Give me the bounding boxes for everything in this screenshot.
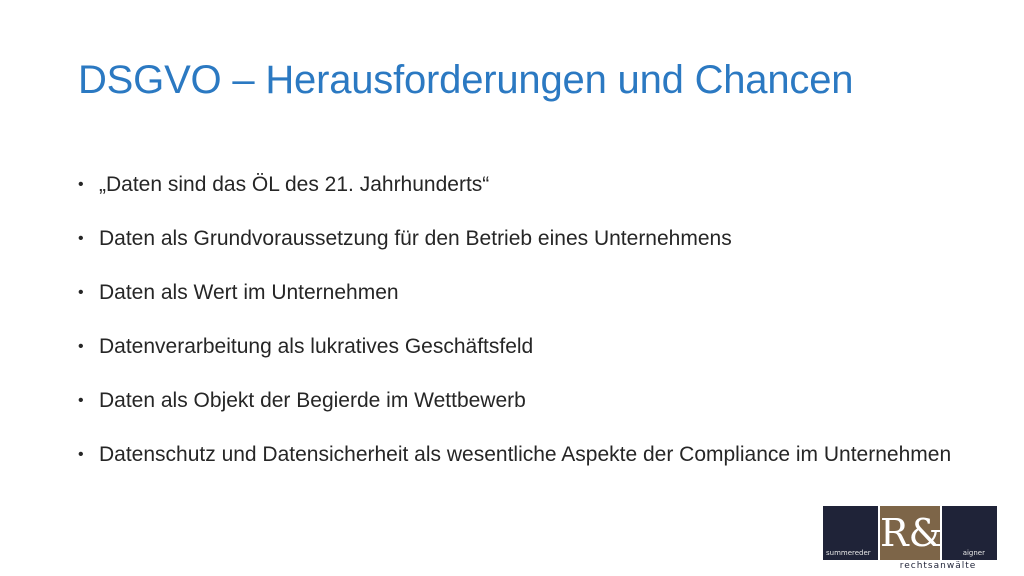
logo-left-label: summereder xyxy=(826,549,871,557)
bullet-icon: • xyxy=(78,392,84,409)
list-item xyxy=(78,222,958,255)
list-item xyxy=(78,384,958,417)
firm-logo xyxy=(823,506,997,572)
bullet-icon: • xyxy=(78,446,84,463)
bullet-text: Daten als Objekt der Begierde im Wettbewerb xyxy=(99,389,526,412)
list-item xyxy=(78,438,958,471)
logo-monogram: R& xyxy=(880,511,943,555)
bullet-text: Datenverarbeitung als lukratives Geschäftsfeld xyxy=(99,335,534,358)
bullet-text: Daten als Grundvoraussetzung für den Betrieb eines Unternehmens xyxy=(99,227,732,250)
bullet-text: Daten als Wert im Unternehmen xyxy=(99,281,399,304)
bullet-icon: • xyxy=(78,284,84,301)
bullet-text: Datenschutz und Datensicherheit als wesentliche Aspekte der Compliance im Unternehmen xyxy=(99,443,952,466)
logo-monogram-block xyxy=(880,506,943,560)
slide-title: DSGVO – Herausforderungen und Chancen xyxy=(78,58,854,102)
bullet-text: „Daten sind das ÖL des 21. Jahrhunderts“ xyxy=(99,173,490,196)
logo-right-block xyxy=(942,506,997,560)
logo-left-block xyxy=(823,506,878,560)
bullet-icon: • xyxy=(78,230,84,247)
logo-right-label: aigner xyxy=(962,549,985,557)
bullet-list xyxy=(78,168,958,492)
bullet-icon: • xyxy=(78,338,84,355)
list-item xyxy=(78,330,958,363)
bullet-icon: • xyxy=(78,176,84,193)
list-item xyxy=(78,276,958,309)
logo-caption: rechtsanwälte xyxy=(899,561,977,571)
list-item xyxy=(78,168,958,201)
